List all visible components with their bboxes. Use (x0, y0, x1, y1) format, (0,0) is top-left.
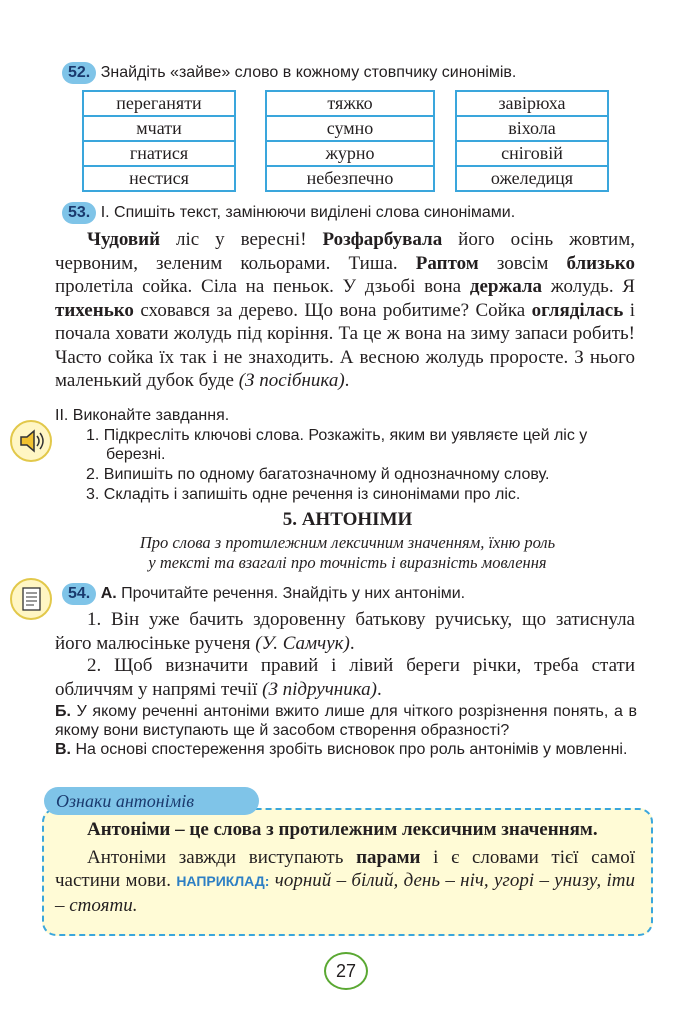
text-segment: зовсім (478, 252, 567, 274)
highlighted-word: близько (566, 252, 635, 274)
subtitle-line: у тексті та взагалі про точність і виразність мовлення (148, 553, 547, 572)
rule-text (55, 818, 635, 917)
rule-definition: Антоніми – це слова з протилежним лексичним значенням. (87, 819, 598, 840)
notebook-icon[interactable] (10, 578, 52, 620)
text-segment: . (344, 370, 350, 391)
rule-body (55, 846, 635, 918)
rule-tab: Ознаки антонімів (44, 787, 259, 815)
text-segment: ліс у вересні! (160, 229, 323, 250)
task-list (86, 426, 641, 504)
word: нестися (83, 166, 235, 191)
part-label: В. (55, 741, 71, 758)
word: віхола (456, 116, 608, 141)
word: тяжко (266, 91, 434, 116)
section-subtitle (0, 533, 695, 573)
part-label: Б. (55, 703, 71, 720)
example: чорний – білий, день – ніч, угорі – унизу, іти – стояти. (55, 870, 635, 916)
task-number: 52. (62, 62, 96, 84)
synonym-column-3 (455, 90, 609, 192)
page-number: 27 (324, 952, 368, 990)
task-53-header (62, 202, 515, 224)
text-segment: жолудь. Я (542, 276, 635, 297)
text: Антоніми завжди виступають (87, 846, 357, 868)
word: завірюха (456, 91, 608, 116)
text-segment: пролетіла сойка. Сіла на пеньок. У дзьобі вона (55, 276, 470, 297)
source: (З підручника) (262, 678, 377, 700)
word: небезпечно (266, 166, 434, 191)
task-instruction: I. Спишіть текст, замінюючи виділені слова синонімами. (100, 204, 516, 221)
word: гнатися (83, 141, 235, 166)
highlighted-word: огляділась (531, 299, 624, 321)
highlighted-word: Розфарбувала (322, 229, 443, 250)
text-segment: сховався за дерево. Що вона робитиме? Сойка (133, 299, 532, 321)
text: парами (356, 846, 421, 868)
synonym-column-1 (82, 90, 236, 192)
text-segment: його осінь жовтим, червоним, зеленим кольорами. Тиша. (55, 229, 636, 274)
part-b (55, 702, 637, 759)
task-instruction: Прочитайте речення. Знайдіть у них антоніми. (116, 585, 466, 602)
speaker-icon[interactable] (10, 420, 52, 462)
example-label: НАПРИКЛАД: (176, 873, 270, 889)
text: і є словами тієї самої частини мови. (55, 846, 636, 891)
task-instruction: Знайдіть «зайве» слово в кожному стовпчику синонімів. (100, 64, 517, 81)
word: переганяти (83, 91, 235, 116)
task-53-text (55, 228, 635, 393)
sentence-text: 1. Він уже бачить здоровенну батькову ручиську, що затиснула його малюсіньке рученя (55, 609, 635, 654)
part-2-heading: II. Виконайте завдання. (55, 407, 230, 424)
task-52-header (62, 62, 516, 84)
text-segment: і почала ховати жолудь під коріння. Та це ж вона на зиму запаси робить! Часто сойка їх так і не знаходить. А весною жолудь проросте. З нього маленький дубок буде (55, 299, 635, 391)
word: мчати (83, 116, 235, 141)
word: сумно (266, 116, 434, 141)
sentence-text: 2. Щоб визначити правий і лівий береги річки, треба стати обличчям у напрямі течії (55, 655, 635, 700)
list-item: 3. Складіть і запишіть одне речення із синонімами про ліс. (86, 486, 521, 503)
sentence-2: 2. Щоб визначити правий і лівий береги річки, треба стати обличчям у напрямі течії (З підручника). (55, 655, 635, 700)
section-title: 5. АНТОНІМИ (282, 509, 413, 530)
sentence-1: 1. Він уже бачить здоровенну батькову ручиську, що затиснула його малюсіньке рученя (У. Самчук). (55, 609, 635, 654)
task-number: 53. (62, 202, 96, 224)
list-item: 1. Підкресліть ключові слова. Розкажіть, яким ви уявляєте цей ліс у березні. (86, 427, 588, 463)
highlighted-word: держала (469, 276, 543, 297)
source: (З посібника) (238, 370, 345, 391)
part-text: У якому реченні антоніми вжито лише для чіткого розрізнення понять, а в якому вони виступають ще й засобом створення образності? (55, 703, 637, 739)
part-text: На основі спостереження зробіть висновок про роль антонімів у мовленні. (71, 741, 628, 758)
task-54-header (62, 583, 465, 605)
part-label: А. (100, 585, 117, 602)
subtitle-line: Про слова з протилежним лексичним значенням, їхню роль (139, 533, 556, 552)
highlighted-word: тихенько (55, 299, 134, 321)
synonym-column-2 (265, 90, 435, 192)
task-number: 54. (62, 583, 96, 605)
highlighted-word: Чудовий (87, 229, 161, 250)
highlighted-word: Раптом (415, 252, 479, 274)
word: сніговій (456, 141, 608, 166)
word: ожеледиця (456, 166, 608, 191)
source: (У. Самчук) (255, 632, 350, 654)
list-item: 2. Випишіть по одному багатозначному й однозначному слову. (86, 466, 550, 483)
word: журно (266, 141, 434, 166)
